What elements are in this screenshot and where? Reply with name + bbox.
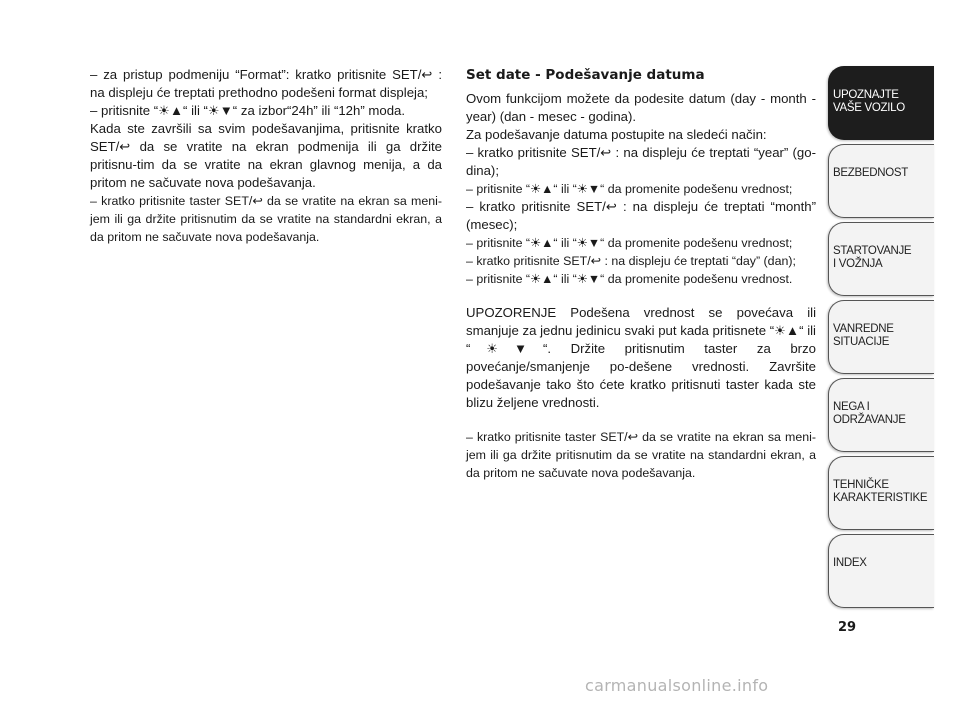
paragraph-return-menu: – kratko pritisnite taster SET/↩ da se vratite na ekran sa meni-jem ili ga držite pritisnutim da se vratite na standardni ekran, a da pritom ne sačuvate nova podešavanja. <box>466 430 816 480</box>
paragraph-intro: Ovom funkcijom možete da podesite datum (day - month - year) (dan - mesec - godina). <box>466 91 816 124</box>
step-year: – kratko pritisnite SET/↩ : na displeju će treptati “year” (go-dina); <box>466 145 816 178</box>
section-heading: Set date - Podešavanje datuma <box>466 67 705 83</box>
tab-index[interactable] <box>828 534 934 608</box>
paragraph-finish-settings: Kada ste završili sa svim podešavanjima, pritisnite kratko SET/↩ da se vratite na ekran podmenija ili ga držite pritisnu-tim da se vratite na ekran glavnog menija, a da pritom ne sačuvate nova podešavanja. <box>90 121 442 190</box>
paragraph-select-mode: – pritisnite “☀▲“ ili “☀▼“ za izbor“24h” ili “12h” moda. <box>90 103 406 118</box>
tab-label: NEGA I ODRŽAVANJE <box>833 401 906 426</box>
step-month: – kratko pritisnite SET/↩ : na displeju će treptati “month” (mesec); <box>466 199 816 232</box>
right-text-column <box>466 66 816 482</box>
tab-label: TEHNIČKE KARAKTERISTIKE <box>833 479 928 504</box>
tab-startovanje-i-voznja[interactable] <box>828 222 934 296</box>
warning-paragraph: UPOZORENJE Podešena vrednost se povećava ili smanjuje za jednu jedinicu svaki put kada pritisnete “☀▲“ ili “☀▼“. Držite pritisnutim taster za brzo povećanje/smanjenje po-dešene vrednosti. Završite podešavanje tako što ćete kratko pritisnuti taster kada ste blizu željene vrednosti. <box>466 305 816 410</box>
step-adjust-day: – pritisnite “☀▲“ ili “☀▼“ da promenite podešenu vrednost. <box>466 272 793 286</box>
tab-upoznajte-vase-vozilo[interactable] <box>828 66 934 140</box>
tab-tehnicke-karakteristike[interactable] <box>828 456 934 530</box>
paragraph-format-submenu: – za pristup podmeniju “Format”: kratko pritisnite SET/↩ : na displeju će treptati prethodno podešeni format displeja; <box>90 67 442 100</box>
tab-bezbednost[interactable] <box>828 144 934 218</box>
tab-label: UPOZNAJTE VAŠE VOZILO <box>833 89 905 114</box>
paragraph-return-menu: – kratko pritisnite taster SET/↩ da se vratite na ekran sa meni-jem ili ga držite pritisnutim da se vratite na standardni ekran, a da pritom ne sačuvate nova podešavanja. <box>90 194 442 244</box>
step-day: – kratko pritisnite SET/↩ : na displeju će treptati “day” (dan); <box>466 254 796 268</box>
tab-label: STARTOVANJE I VOŽNJA <box>833 245 912 270</box>
watermark: carmanualsonline.info <box>585 676 769 695</box>
tab-label: INDEX <box>833 557 867 569</box>
tab-label: BEZBEDNOST <box>833 167 908 179</box>
page-number: 29 <box>838 620 857 635</box>
tab-label: VANREDNE SITUACIJE <box>833 323 894 348</box>
step-adjust-month: – pritisnite “☀▲“ ili “☀▼“ da promenite podešenu vrednost; <box>466 236 793 250</box>
tab-vanredne-situacije[interactable] <box>828 300 934 374</box>
step-adjust-year: – pritisnite “☀▲“ ili “☀▼“ da promenite podešenu vrednost; <box>466 182 793 196</box>
left-text-column <box>90 66 442 246</box>
chapter-sidebar <box>828 66 934 612</box>
paragraph-procedure: Za podešavanje datuma postupite na sledeći način: <box>466 127 767 142</box>
tab-nega-i-odrzavanje[interactable] <box>828 378 934 452</box>
